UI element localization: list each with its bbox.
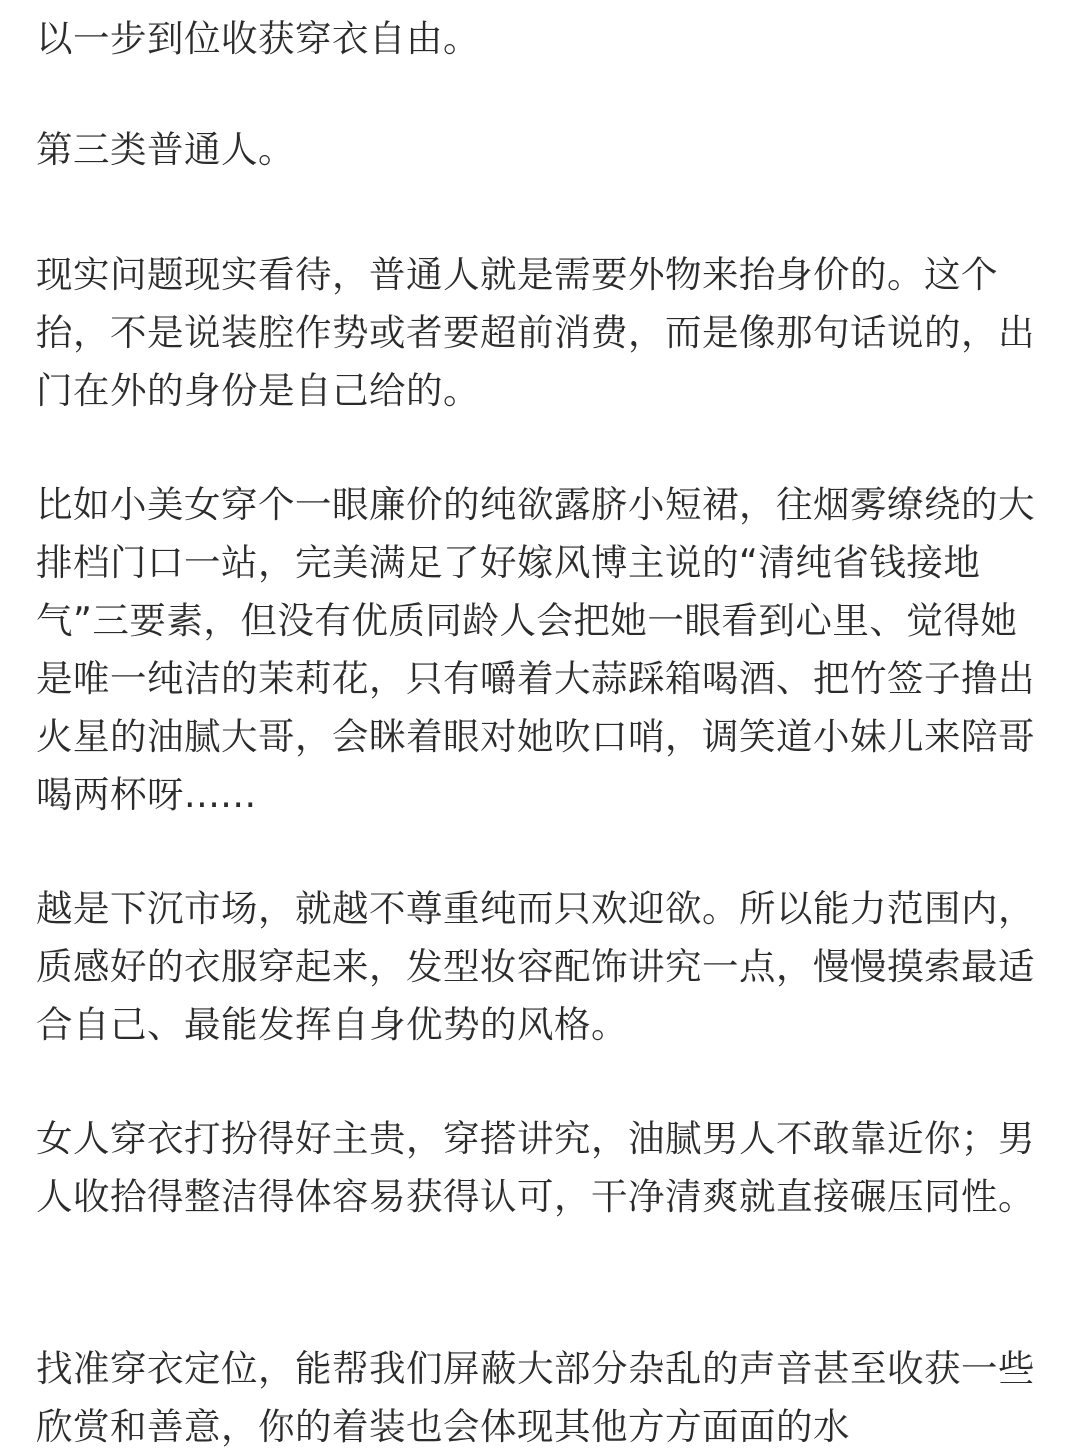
paragraph: 找准穿衣定位，能帮我们屏蔽大部分杂乱的声音甚至收获一些欣赏和善意，你的着装也会体现其他方方面面的水 [36,1347,1035,1448]
paragraph: 以一步到位收获穿衣自由。 [36,17,480,60]
paragraph: 比如小美女穿个一眼廉价的纯欲露脐小短裙，往烟雾缭绕的大排档门口一站，完美满足了好嫁风博主说的“清纯省钱接地气”三要素，但没有优质同龄人会把她一眼看到心里、觉得她是唯一纯洁的茉莉花，只有嚼着大蒜踩箱喝酒、把竹签子撸出火星的油腻大哥，会眯着眼对她吹口哨，调笑道小妹儿来陪哥喝两杯呀...... [36,483,1035,816]
paragraph: 女人穿衣打扮得好主贵，穿搭讲究，油腻男人不敢靠近你；男人收拾得整洁得体容易获得认可，干净清爽就直接碾压同性。 [36,1117,1035,1218]
paragraph: 第三类普通人。 [36,128,295,171]
paragraph: 现实问题现实看待，普通人就是需要外物来抬身价的。这个抬，不是说装腔作势或者要超前消费，而是像那句话说的，出门在外的身份是自己给的。 [36,253,1035,412]
paragraph: 越是下沉市场，就越不尊重纯而只欢迎欲。所以能力范围内，质感好的衣服穿起来，发型妆容配饰讲究一点，慢慢摸索最适合自己、最能发挥自身优势的风格。 [36,887,1035,1046]
